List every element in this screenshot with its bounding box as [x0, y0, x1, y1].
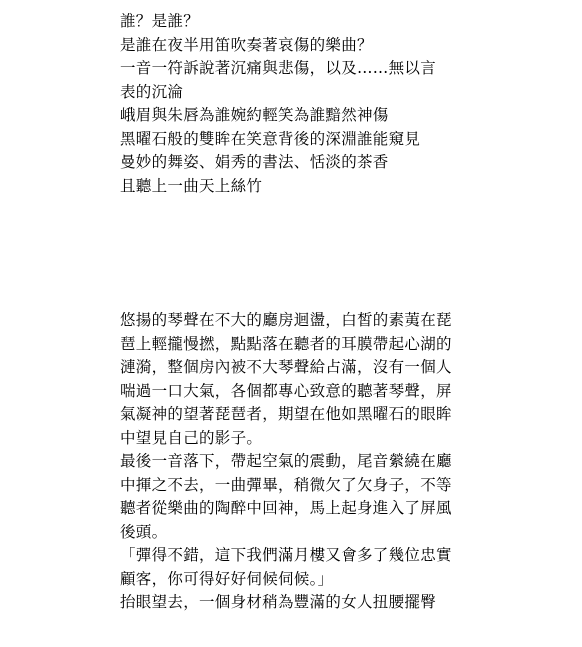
poem-line: 誰？是誰？ — [120, 12, 200, 30]
poem-line: 表的沉淪 — [120, 82, 184, 101]
prose-paragraph: 抬眼望去，一個身材稍為豐滿的女人扭腰擺臀 — [120, 593, 437, 611]
prose-paragraph: 悠揚的琴聲在不大的廳房迴盪，白皙的素荑在琵琶上輕攏慢撚，點點落在聽者的耳膜帶起心湖的漣漪，整個房內被不大琴聲給占滿，沒有一個人喘過一口大氣，各個都專心致意的聽著琴聲，屏氣凝神的望著琵琶者，期望在他如黑曜石的眼眸中望見自己的影子。 — [120, 311, 452, 447]
poem-block — [120, 10, 460, 198]
poem-line: 曼妙的舞姿、娟秀的書法、恬淡的茶香 — [120, 153, 389, 171]
poem-line: 峨眉與朱唇為誰婉約輕笑為誰黯然神傷 — [120, 106, 389, 124]
poem-line: 一音一符訴說著沉痛與悲傷，以及……無以言 — [120, 59, 437, 77]
prose-paragraph: 「彈得不錯，這下我們滿月樓又會多了幾位忠實顧客，你可得好好伺候伺候。」 — [120, 546, 452, 588]
poem-line: 是誰在夜半用笛吹奏著哀傷的樂曲？ — [120, 35, 373, 54]
poem-line: 且聽上一曲天上絲竹 — [120, 176, 263, 195]
poem-line: 黑曜石般的雙眸在笑意背後的深淵誰能窺見 — [120, 129, 421, 148]
prose-block — [120, 309, 460, 615]
prose-paragraph: 最後一音落下，帶起空氣的震動，尾音縈繞在廳中揮之不去，一曲彈畢，稍微欠了欠身子，不等聽者從樂曲的陶醉中回神，馬上起身進入了屏風後頭。 — [120, 452, 452, 541]
